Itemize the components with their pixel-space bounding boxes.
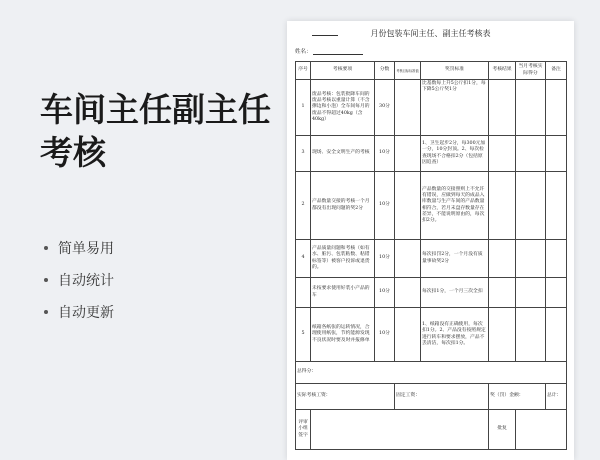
row-item: 现场、安全文明生产的考核 [311, 136, 375, 172]
row-seq [296, 278, 311, 308]
row-actual [516, 308, 546, 362]
bullet-icon [44, 310, 48, 314]
row-remark [546, 308, 567, 362]
row-actual [516, 240, 546, 278]
row-method [395, 172, 421, 240]
row-seq: 2 [296, 172, 311, 240]
review-signature-label: 评审小组签字 [296, 410, 311, 450]
header-score: 分数 [375, 62, 395, 80]
signature-row [296, 410, 567, 450]
header-reward: 奖罚标准 [421, 62, 489, 80]
row-remark [546, 240, 567, 278]
row-remark [546, 278, 567, 308]
row-actual [516, 136, 546, 172]
header-method: 考核目标标准值 [395, 62, 421, 80]
row-remark [546, 80, 567, 136]
header-item: 考核要项 [311, 62, 375, 80]
row-score: 10分 [375, 278, 395, 308]
feature-item [44, 232, 114, 264]
row-actual [516, 80, 546, 136]
feature-label: 自动更新 [58, 305, 114, 321]
row-item: 未按要求使用好装小产品的车 [311, 278, 375, 308]
feature-list [44, 232, 114, 328]
table-row [296, 136, 567, 172]
row-result [489, 136, 516, 172]
reward-amount-label: 奖（罚）金额： [489, 384, 546, 410]
row-reward: 每次扣罚2分，一个月没有质量事故奖2分 [421, 240, 489, 278]
row-reward: 产品数量的交接照则上不允许有错误，应做到每天的成品入库数量与生产车间的产品数量相符合，若月末盘存数量存在差异，不能说明原由的，每次扣2分。 [421, 172, 489, 240]
header-result: 考核结果 [489, 62, 516, 80]
table-row [296, 308, 567, 362]
row-method [395, 278, 421, 308]
row-item: 纸箱各纸张的运转情况，合理使用纸张，节约能源发现不良状况时要及时并报修单 [311, 308, 375, 362]
table-row [296, 240, 567, 278]
assessment-table [295, 61, 567, 450]
review-signature-space [311, 410, 489, 450]
actual-salary-label: 实际考核工资： [296, 384, 395, 410]
total-score-row [296, 362, 567, 384]
name-label: 姓名： [295, 49, 312, 55]
row-seq: 5 [296, 308, 311, 362]
row-seq: 4 [296, 240, 311, 278]
row-result [489, 308, 516, 362]
row-result [489, 278, 516, 308]
row-score: 10分 [375, 136, 395, 172]
feature-item [44, 264, 114, 296]
row-reward: 1、卫生起步2分，每300元加一分，10分封顶。2、每次检查现场不合格扣2分（包括原因追查） [421, 136, 489, 172]
row-score: 30分 [375, 80, 395, 136]
row-score: 10分 [375, 240, 395, 278]
feature-label: 简单易用 [58, 241, 114, 257]
row-actual [516, 172, 546, 240]
header-seq: 序号 [296, 62, 311, 80]
table-row [296, 172, 567, 240]
header-remark: 备注 [546, 62, 567, 80]
table-header-row [296, 62, 567, 80]
table-row [296, 278, 567, 308]
row-score: 10分 [375, 172, 395, 240]
row-reward: 比基数每上升5公斤扣1分，每下降5公斤奖1分 [421, 80, 489, 136]
row-actual [516, 278, 546, 308]
approve-space [516, 410, 567, 450]
salary-row [296, 384, 567, 410]
row-remark [546, 136, 567, 172]
feature-label: 自动统计 [58, 273, 114, 289]
row-item: 产品数量交接的考核一个月都没有出现问题的奖2分 [311, 172, 375, 240]
bullet-icon [44, 246, 48, 250]
bullet-icon [44, 278, 48, 282]
feature-item [44, 296, 114, 328]
row-reward: 每次扣1分，一个月三次全扣 [421, 278, 489, 308]
row-item: 产品质量问题和考核（如有水、脏污、包装粘数、粘错标签等）被客户投诉或退货的。 [311, 240, 375, 278]
row-score: 10分 [375, 308, 395, 362]
row-result [489, 80, 516, 136]
page-title: 车间主任副主任考核 [40, 90, 271, 172]
total-score-label: 总得分： [296, 362, 567, 384]
row-method [395, 80, 421, 136]
row-item: 废品考核：包装批降车间的废品考核以重量计算（不含撩边和小泡）全车间每月的废品不得超过40kg（含40kg） [311, 80, 375, 136]
row-seq: 3 [296, 136, 311, 172]
row-result [489, 172, 516, 240]
row-reward: 1、纸箱没有正确使用，每次扣1分。2、产品没有按照规定进行转车和要求摆放，产品不丢清洁，每次扣1分。 [421, 308, 489, 362]
header-actual: 当月考核实际得分 [516, 62, 546, 80]
row-remark [546, 172, 567, 240]
total-label: 总计： [546, 384, 567, 410]
approve-label: 批复 [489, 410, 516, 450]
name-field [295, 47, 363, 55]
row-method [395, 240, 421, 278]
fixed-salary-label: 固定工资： [395, 384, 489, 410]
row-method [395, 136, 421, 172]
row-result [489, 240, 516, 278]
row-method [395, 308, 421, 362]
row-seq: 1 [296, 80, 311, 136]
document-preview [287, 21, 574, 460]
document-title: 月份包装车间主任、副主任考核表 [370, 29, 491, 38]
table-row [296, 80, 567, 136]
name-blank-line [313, 49, 363, 55]
